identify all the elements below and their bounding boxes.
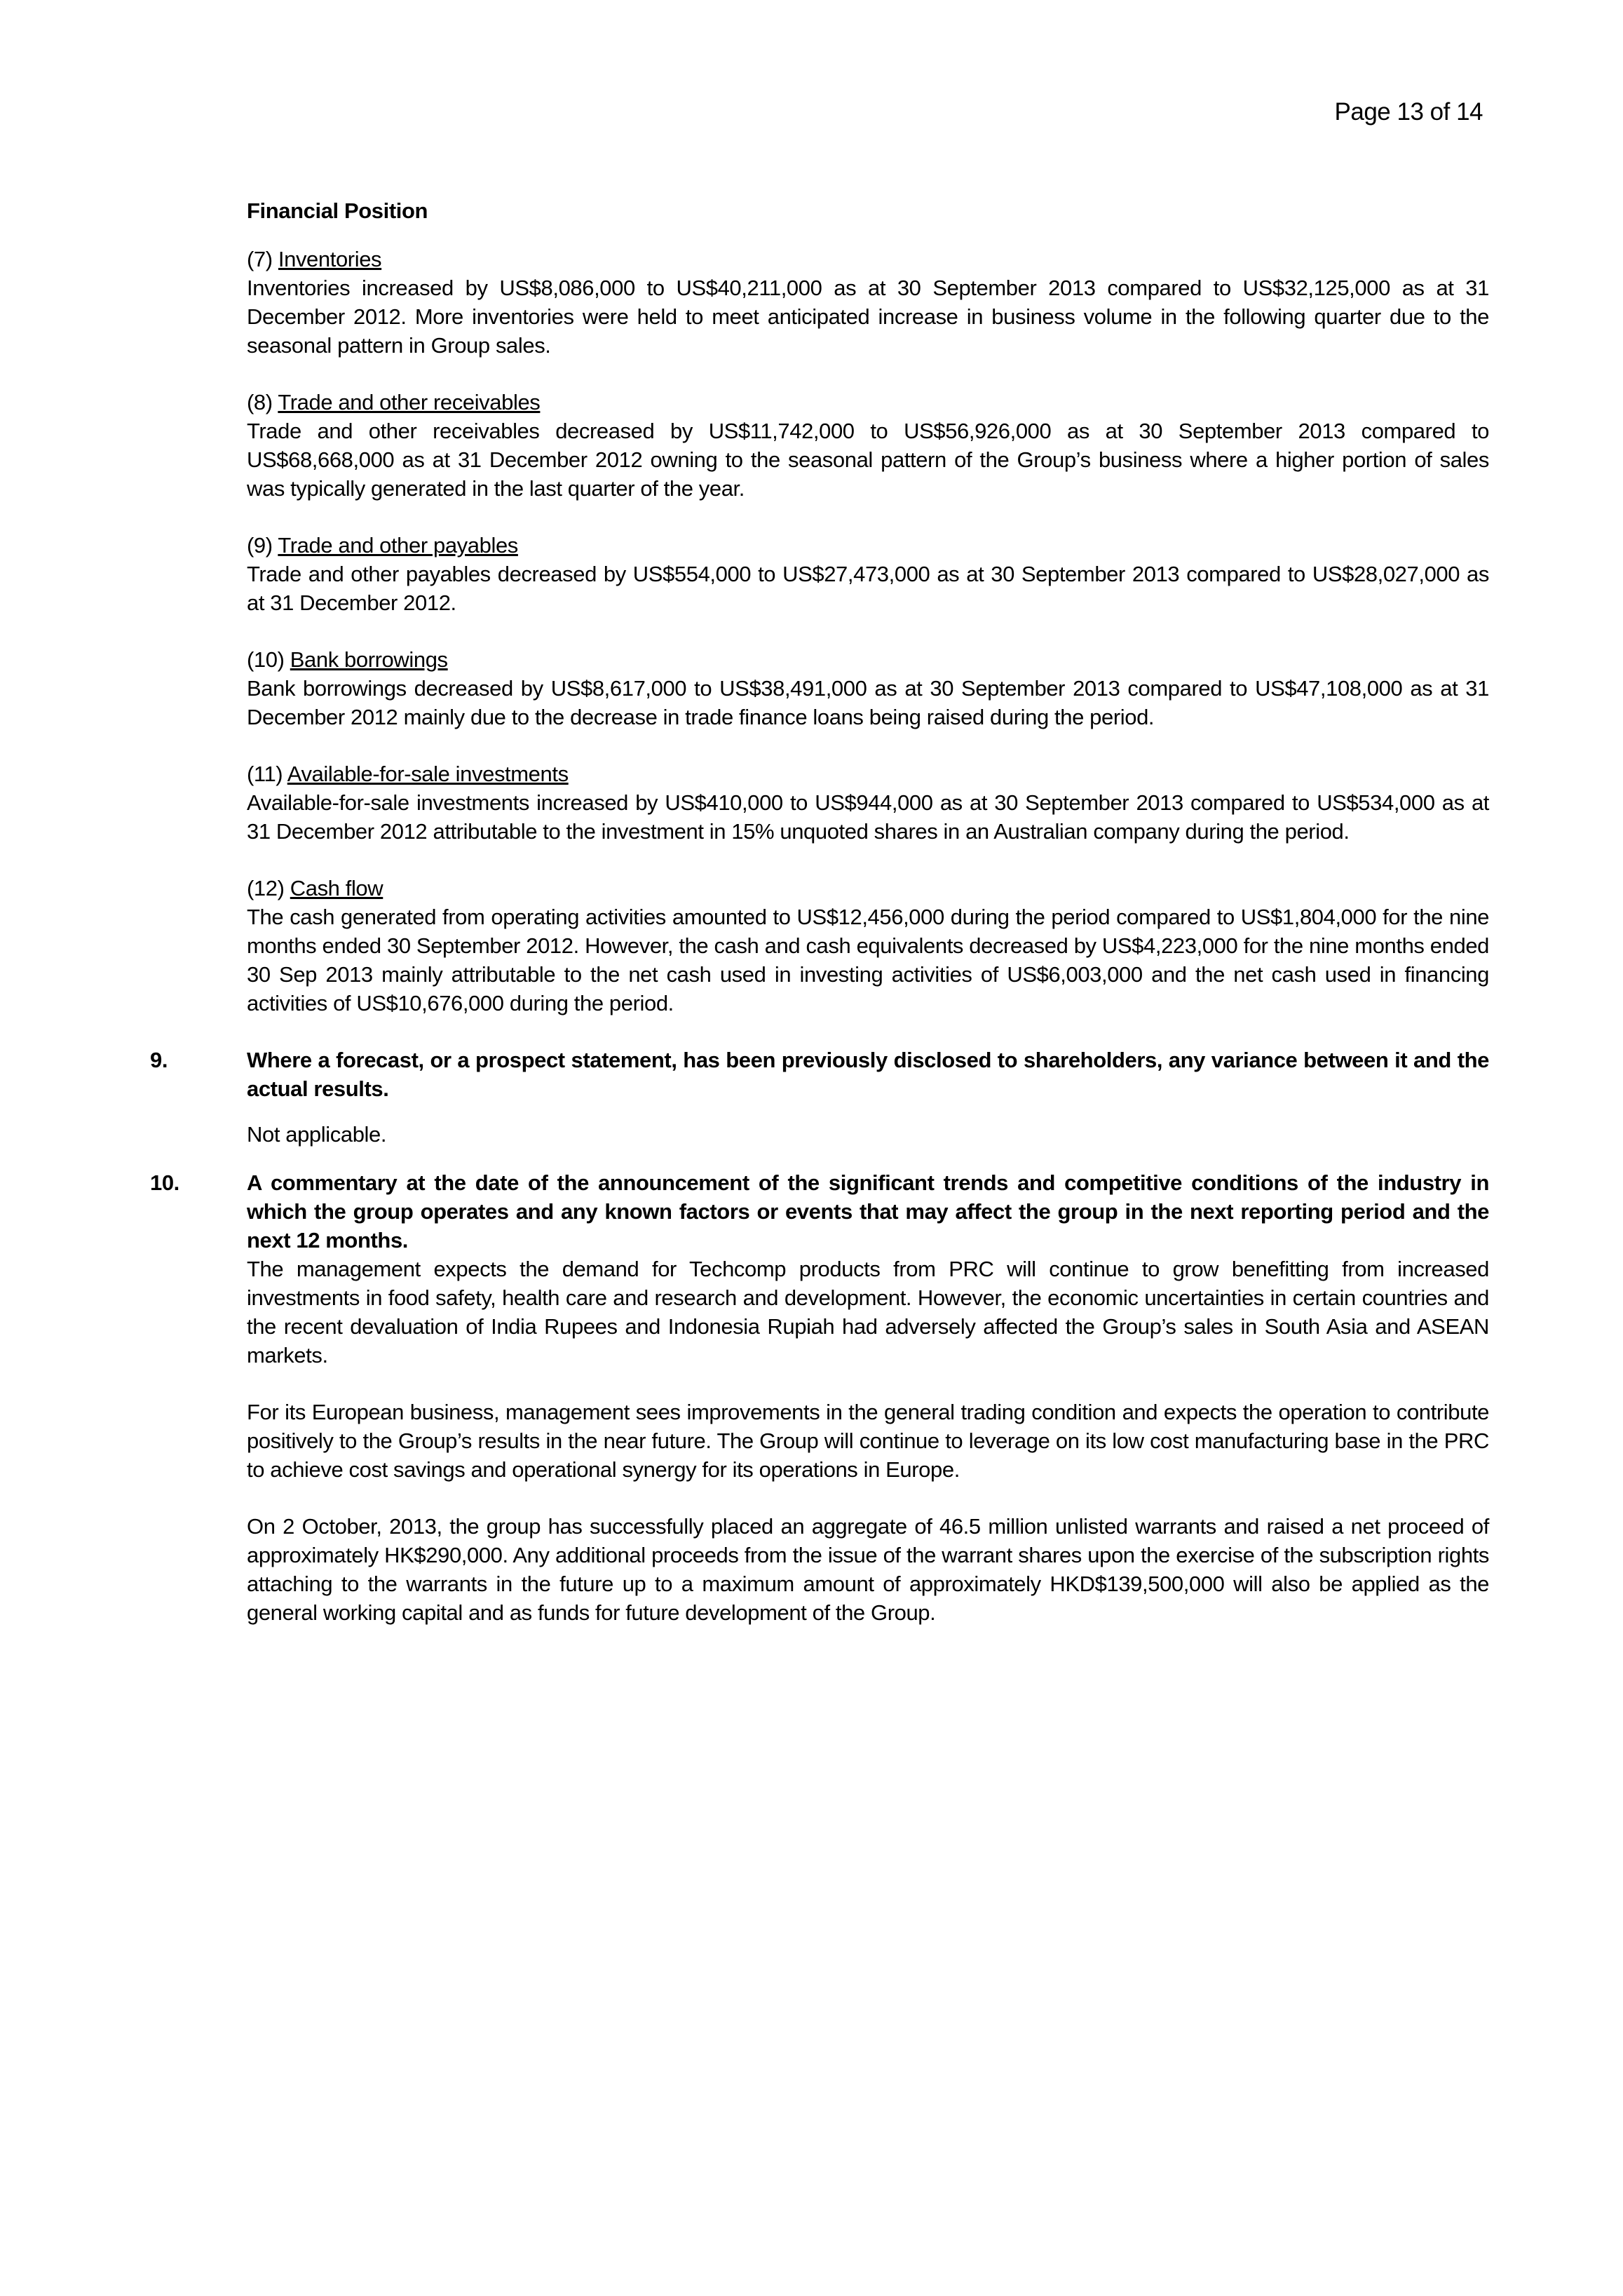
item-cash-flow: [247, 874, 1489, 1018]
item-body: Available-for-sale investments increased by US$410,000 to US$944,000 as at 30 September 2013 compared to US$534,000 as at 31 December 2012 attributable to the investment in 15% unquoted shares in an Australian company during the period.: [247, 790, 1489, 844]
section-body: Not applicable.: [247, 1122, 387, 1147]
item-prefix: (8): [247, 390, 278, 414]
item-prefix: (12): [247, 876, 290, 900]
item-title-text: Available-for-sale investments: [287, 762, 569, 786]
section-heading-financial-position: Financial Position: [247, 198, 428, 223]
item-title-text: Inventories: [278, 247, 382, 271]
item-title: [247, 759, 1489, 788]
item-title: [247, 531, 1489, 560]
item-prefix: (7): [247, 247, 278, 271]
section-paragraph: The management expects the demand for Techcomp products from PRC will continue to grow benefitting from increased investments in food safety, health care and research and development. However, the economic uncertainties in certain countries and the recent devaluation of India Rupees and Indonesia Rupiah had adversely affected the Group’s sales in South Asia and ASEAN markets.: [247, 1257, 1489, 1368]
section-9: [150, 1046, 1489, 1149]
section-number: 10.: [150, 1170, 179, 1195]
item-body: Trade and other payables decreased by US$554,000 to US$27,473,000 as at 30 September 2013 compared to US$28,027,000 as at 31 December 2012.: [247, 562, 1489, 615]
section-paragraph: On 2 October, 2013, the group has successfully placed an aggregate of 46.5 million unlisted warrants and raised a net proceed of approximately HK$290,000. Any additional proceeds from the issue of the warrant shares upon the exercise of the subscription rights attaching to the warrants in the future up to a maximum amount of approximately HKD$139,500,000 will also be applied as the general working capital and as funds for future development of the Group.: [247, 1514, 1489, 1625]
item-afs-investments: [247, 759, 1489, 846]
item-title: [247, 245, 1489, 274]
item-bank-borrowings: [247, 645, 1489, 731]
item-body: Inventories increased by US$8,086,000 to US$40,211,000 as at 30 September 2013 compared to US$32,125,000 as at 31 December 2012. More inventories were held to meet anticipated increase in business volume in the following quarter due to the seasonal pattern in Group sales.: [247, 276, 1489, 358]
item-body: Trade and other receivables decreased by US$11,742,000 to US$56,926,000 as at 30 September 2013 compared to US$68,668,000 as at 31 December 2012 owning to the seasonal pattern of the Group’s business where a higher portion of sales was typically generated in the last quarter of the year.: [247, 419, 1489, 501]
section-title: A commentary at the date of the announcement of the significant trends and competitive conditions of the industry in which the group operates and any known factors or events that may affect the group in the next reporting period and the next 12 months.: [247, 1170, 1489, 1252]
item-trade-payables: [247, 531, 1489, 617]
item-body: The cash generated from operating activities amounted to US$12,456,000 during the period compared to US$1,804,000 for the nine months ended 30 September 2012. However, the cash and cash equivalents decreased by US$4,223,000 for the nine months ended 30 Sep 2013 mainly attributable to the net cash used in investing activities of US$6,003,000 and the net cash used in financing activities of US$10,676,000 during the period.: [247, 905, 1489, 1015]
item-prefix: (9): [247, 533, 278, 558]
item-title-text: Trade and other payables: [278, 533, 518, 558]
item-prefix: (11): [247, 762, 287, 786]
item-trade-receivables: [247, 388, 1489, 503]
section-title: Where a forecast, or a prospect statement, has been previously disclosed to shareholders, any variance between it and the actual results.: [247, 1048, 1489, 1101]
item-prefix: (10): [247, 647, 290, 672]
section-number: 9.: [150, 1048, 168, 1072]
item-title-text: Cash flow: [290, 876, 383, 900]
section-paragraph: For its European business, management sees improvements in the general trading condition and expects the operation to contribute positively to the Group’s results in the near future. The Group will continue to leverage on its low cost manufacturing base in the PRC to achieve cost savings and operational synergy for its operations in Europe.: [247, 1400, 1489, 1482]
item-title-text: Bank borrowings: [290, 647, 448, 672]
page-content: [150, 196, 1489, 1655]
item-body: Bank borrowings decreased by US$8,617,000 to US$38,491,000 as at 30 September 2013 compared to US$47,108,000 as at 31 December 2012 mainly due to the decrease in trade finance loans being raised during the period.: [247, 676, 1489, 729]
item-title: [247, 388, 1489, 417]
page-number: Page 13 of 14: [1334, 98, 1483, 126]
section-10: [150, 1168, 1489, 1627]
item-title: [247, 645, 1489, 674]
item-title: [247, 874, 1489, 903]
item-title-text: Trade and other receivables: [278, 390, 541, 414]
item-inventories: [247, 245, 1489, 360]
